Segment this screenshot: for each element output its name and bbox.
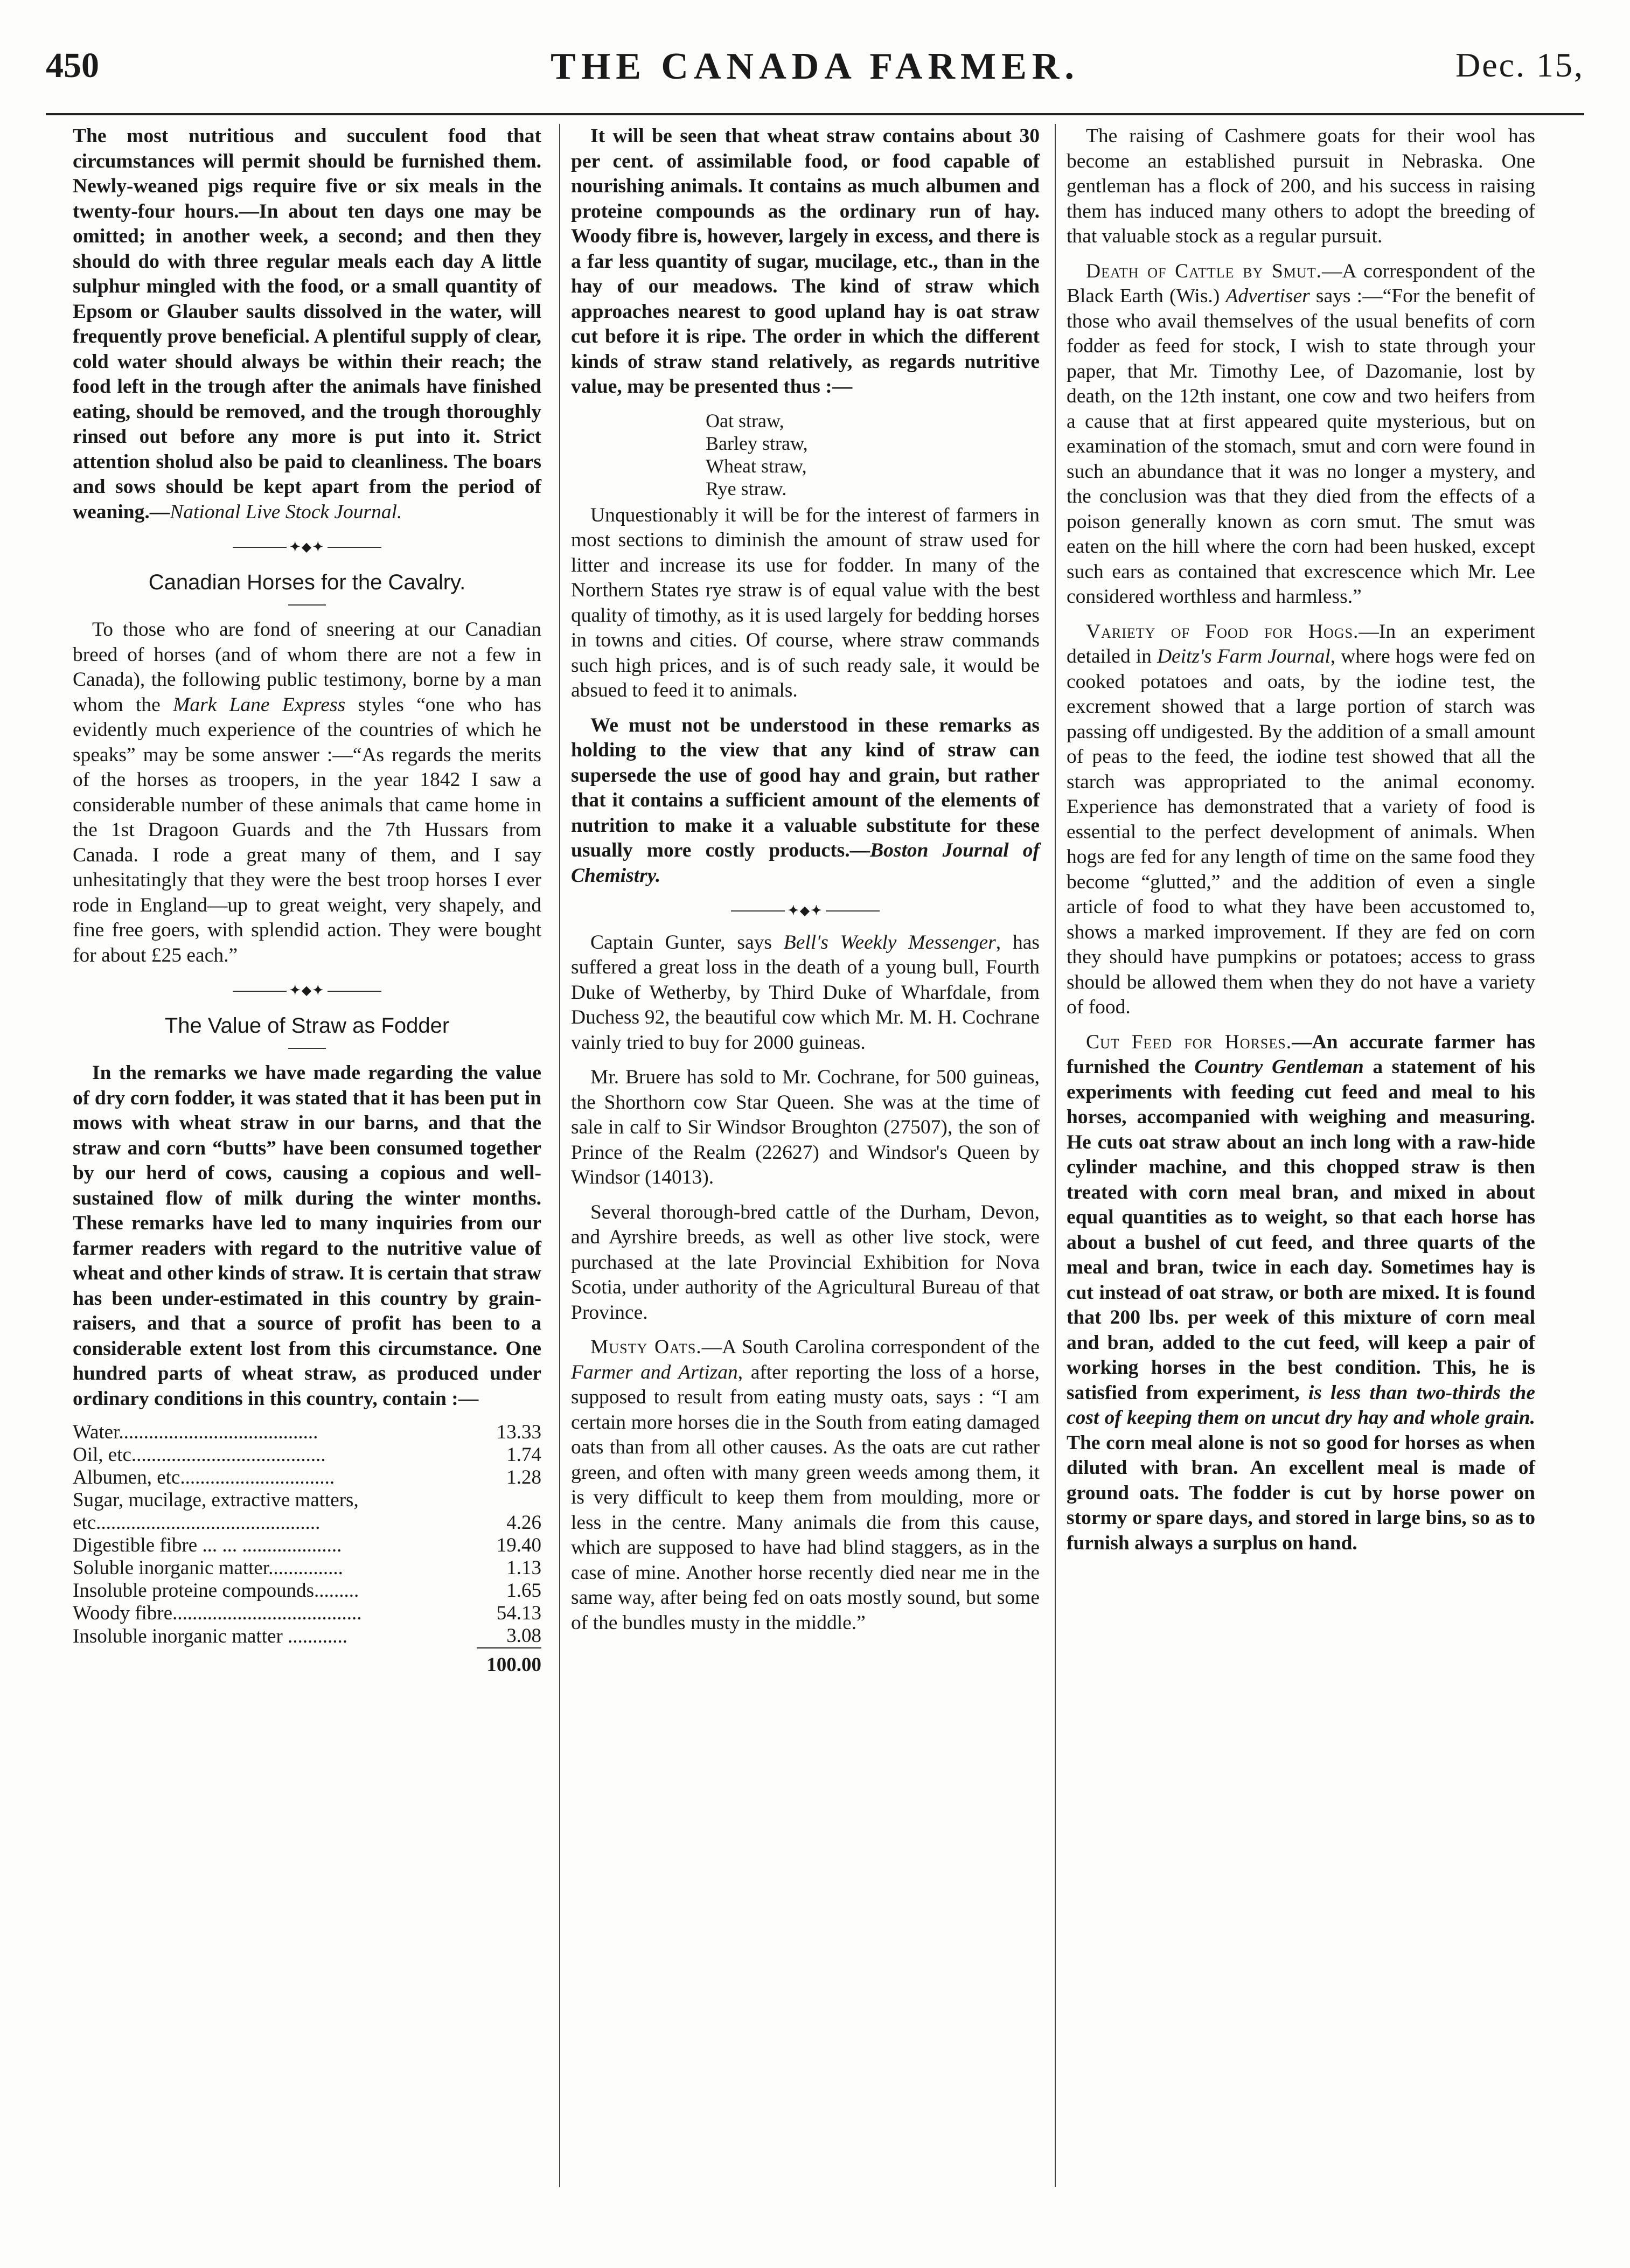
composition-item: Insoluble inorganic matter ............ — [73, 1625, 348, 1648]
hogs-text-1: —In an experiment detailed in — [1067, 620, 1536, 667]
horses-text-1: To those who are fond of sneering at our Canadian breed of horses (and of whom there are not a few in Canada), the following public testimony, borne by a man whom the — [73, 618, 541, 716]
composition-item: Soluble inorganic matter............... — [73, 1557, 343, 1580]
straw-ranking-list — [706, 409, 1040, 500]
composition-row — [73, 1421, 541, 1444]
hogs-title: Variety of Food for Hogs. — [1086, 620, 1359, 643]
composition-value: 1.65 — [506, 1580, 541, 1602]
composition-item: Oil, etc....................................... — [73, 1444, 326, 1466]
composition-row — [73, 1625, 541, 1648]
composition-item: Albumen, etc............................... — [73, 1466, 335, 1489]
cut-feed-text-3: The corn meal alone is not so good for horses as when diluted with bran. An excellent meal is made of ground oats. The fodder is cut by horse power on stormy or spare days, and stored in large bins, so as to furnish always a surplus on hand. — [1067, 1431, 1535, 1554]
heading-rule — [288, 1048, 326, 1049]
composition-row — [73, 1557, 541, 1580]
straw-paragraph: In the remarks we have made regarding the value of dry corn fodder, it was stated that it has been put in mows with wheat straw in our barns, and that the straw and corn “butts” have been consumed together by our herd of cows, causing a copious and well-sustained flow of milk during the winter months. These remarks have led to many inquiries from our farmer readers with regard to the nutritive value of wheat and other kinds of straw. It is certain that straw has been under-estimated in this country by grain-raisers, and that a source of profit has been to a considerable extent lost from this circumstance. One hundred parts of wheat straw, as produced under ordinary conditions in this country, contain :— — [73, 1062, 541, 1410]
column-divider — [1055, 124, 1056, 2187]
straw-list-item: Oat straw, — [706, 409, 784, 432]
page-header — [46, 45, 1584, 110]
composition-row — [73, 1489, 541, 1512]
cut-feed-text-2: a statement of his experiments with feeding cut feed and meal to his horses, accompanied with weighing and measuring. He cuts oat straw about an inch long with a raw-hide cylinder machine, and this chopped straw is then treated with corn meal bran, and mixed in about equal quantities as to weight, so that each horse has about a bushel of cut feed, and three quarts of the meal and bran, twice in each day. Sometimes hay is cut instead of oat straw, or both are mixed. It is found that 200 lbs. per week of this mixture of corn meal and bran, added to the cut feed, will keep a pair of working horses in the best condition. This, he is satisfied from experiment, — [1067, 1056, 1536, 1404]
horses-text-2: styles “one who has evidently much experience of the countries of which he speaks” may be some answer :—“As regards the merits of the horses as troopers, in the year 1842 I saw a considerable number of these animals that came home in the 1st Dragoon Guards and the 7th Hussars from Canada. I rode a great many of them, and I say unhesitatingly that they were the best troop horses I ever rode in England—up to great weight, very shapely, and fine free goers, with splendid action. They were bought for about £25 each.” — [73, 693, 542, 966]
musty-oats-paragraph — [571, 1335, 1040, 1636]
straw-source: Boston Journal of Chemistry. — [571, 839, 1040, 887]
smut-text-2: says :—“For the benefit of those who avail themselves of the usual benefits of corn fodder as feed for stock, I wish to state through your paper, that Mr. Timothy Lee, of Dazomanie, lost by death, on the 12th instant, one cow and two heifers from a cause that at first appeared quite mysterious, but on examination of the stomach, smut and corn were found in such an abundance that it was no longer a mystery, and the conclusion was that they died from the effects of a poison generally known as corn smut. The smut was eaten on the hill where the corn had been husked, except such ears as contained that excrescence which Mr. Lee considered worthless and harmless.” — [1067, 285, 1536, 608]
straw-continued-paragraph: It will be seen that wheat straw contains about 30 per cent. of assimilable food, or food capable of nourishing animals. It contains as much albumen and proteine compounds as the ordinary run of hay. Woody fibre is, however, largely in excess, and there is a far less quantity of sugar, mucilage, etc., than in the hay of our meadows. The kind of straw which approaches nearest to good upland hay is oat straw cut before it is ripe. The order in which the different kinds of straw stand relatively, as regards nutritive value, may be presented thus :— — [571, 125, 1040, 398]
gunter-paragraph — [571, 930, 1040, 1056]
composition-item: Water........................................ — [73, 1421, 318, 1444]
composition-value: 4.26 — [506, 1512, 541, 1534]
cashmere-paragraph: The raising of Cashmere goats for their wool has become an established pursuit in Nebraska. One gentleman has a flock of 200, and his success in raising them has induced many others to adopt the breeding of that valuable stock as a regular pursuit. — [1067, 125, 1535, 247]
musty-oats-title: Musty Oats. — [590, 1336, 702, 1359]
gunter-paper: Bell's Weekly Messenger — [783, 931, 996, 954]
horses-paragraph — [73, 617, 541, 968]
musty-text-2: , after reporting the loss of a horse, supposed to result from eating musty oats, says : “I am certain more horses die in the South from eating damaged oats than from all other causes. As the oats are cut rather green, and often with many green weeds among them, it is very difficult to keep them from moulding, more or less in the centre. Many animals die from this cause, which are supposed to have had blind staggers, as in the case of mine. Another horse recently died near me in the same way, after being fed on oats mostly sound, but some of the bundles musty in the middle.” — [571, 1361, 1040, 1634]
column-right — [1067, 124, 1535, 1566]
issue-date: Dec. 15, — [1455, 46, 1584, 84]
composition-value: 13.33 — [496, 1421, 541, 1444]
composition-row — [73, 1580, 541, 1602]
straw-composition-table — [73, 1421, 541, 1676]
composition-row — [73, 1602, 541, 1625]
straw-substitute-text: We must not be understood in these remarks as holding to the view that any kind of straw can supersede the use of good hay and grain, but rather that it contains a sufficient amount of the elements of nutrition to make it a valuable substitute for these usually more costly products.— — [571, 714, 1040, 861]
composition-total-row — [73, 1648, 541, 1676]
composition-total: 100.00 — [477, 1648, 541, 1676]
composition-item: Woody fibre...................................... — [73, 1602, 362, 1625]
musty-paper: Farmer and Artizan — [571, 1361, 738, 1383]
musty-text-1: —A South Carolina correspondent of the — [701, 1336, 1040, 1359]
horses-heading: Canadian Horses for the Cavalry. — [148, 570, 466, 594]
pig-feeding-text: The most nutritious and succulent food that circumstances will permit should be furnished them. Newly-weaned pigs require five or six meals in the twenty-four hours.—In about ten days one may be omitted; in another week, a second; and then they should do with three regular meals each day A little sulphur mingled with the food, or a small quantity of Epsom or Glauber saults dissolved in the water, will frequently prove beneficial. A plentiful supply of clear, cold water should always be within their reach; the food left in the trough after the animals have finished eating, should be removed, and the trough thoroughly rinsed out before any more is put into it. Strict attention sholud also be paid to cleanliness. The boars and sows should be kept apart from the period of weaning.— — [73, 125, 541, 523]
composition-value — [477, 1489, 541, 1512]
gunter-text-1: Captain Gunter, says — [590, 931, 784, 954]
straw-litter-paragraph: Unquestionably it will be for the interest of farmers in most sections to diminish the amount of straw used for litter and increase its use for fodder. In many of the Northern States rye straw is of equal value with the best quality of timothy, as it is used largely for bedding horses in towns and cities. Of course, where straw commands such high prices, and is of such ready sale, it would be absued to feed it to animals. — [571, 504, 1040, 701]
cut-feed-emphasis: is less than two-thirds the cost of keeping them on uncut dry hay and whole grain. — [1067, 1381, 1535, 1429]
section-ornament: ✦◆✦ — [73, 534, 541, 560]
composition-value: 1.28 — [506, 1466, 541, 1489]
composition-value: 19.40 — [496, 1534, 541, 1557]
hogs-paragraph — [1067, 620, 1535, 1020]
smut-paragraph — [1067, 259, 1535, 610]
composition-item: Insoluble proteine compounds......... — [73, 1580, 359, 1602]
straw-heading: The Value of Straw as Fodder — [164, 1013, 450, 1038]
composition-value: 1.13 — [506, 1557, 541, 1580]
composition-row — [73, 1534, 541, 1557]
bruere-paragraph: Mr. Bruere has sold to Mr. Cochrane, for 500 guineas, the Shorthorn cow Star Queen. She was at the time of sale in calf to Sir Windsor Broughton (27507), the son of Prince of the Realm (22627) and Windsor's Queen by Windsor (14013). — [571, 1066, 1040, 1189]
smut-text-1: —A correspondent of the Black Earth (Wis.) — [1067, 260, 1535, 307]
column-left — [73, 124, 541, 1676]
composition-value: 54.13 — [496, 1602, 541, 1625]
cut-feed-title: Cut Feed for Horses. — [1086, 1031, 1292, 1053]
cut-feed-paragraph — [1067, 1030, 1535, 1556]
smut-paper: Advertiser — [1225, 285, 1310, 307]
hogs-paper: Deitz's Farm Journal — [1157, 645, 1331, 667]
pig-feeding-paragraph — [73, 124, 541, 525]
section-ornament: ✦◆✦ — [73, 978, 541, 1004]
cattle-paragraph: Several thorough-bred cattle of the Durham, Devon, and Ayrshire breeds, as well as other live stock, were purchased at the late Provincial Exhibition for Nova Scotia, under authority of the Agricultural Bureau of that Province. — [571, 1201, 1040, 1324]
smut-title: Death of Cattle by Smut. — [1086, 260, 1322, 282]
heading-rule — [288, 604, 326, 606]
composition-item: etc............................................. — [73, 1512, 321, 1534]
composition-row — [73, 1444, 541, 1466]
composition-item: Sugar, mucilage, extractive matters, — [73, 1489, 359, 1512]
pig-feeding-source: National Live Stock Journal. — [170, 500, 402, 523]
hogs-text-2: , where hogs were fed on cooked potatoes and oats, by the iodine test, the excrement showed that a large portion of starch was passing off undigested. By the addition of a small amount of peas to the feed, the iodine test showed that all the starch was appropriated to the animal economy. Experience has demonstrated that a variety of food is essential to the perfect development of animals. When hogs are fed for any length of time on the same food they become “glutted,” and the addition of even a single article of food to what they have been accustomed to, shows a marked improvement. If they are fed on corn they should have pumpkins or potatoes; access to grass should be allowed them when they do not have a variety of food. — [1067, 645, 1535, 1018]
gunter-text-2: , has suffered a great loss in the death of a young bull, Fourth Duke of Wetherby, by Third Duke of Wharfdale, from Duchess 92, the beautiful cow which Mr. M. H. Cochrane vainly tried to buy for 2000 guineas. — [571, 931, 1040, 1054]
composition-item: Digestible fibre ... ... .................... — [73, 1534, 342, 1557]
cut-feed-text-1: —An accurate farmer has furnished the — [1067, 1031, 1535, 1078]
header-rule — [46, 113, 1584, 115]
column-middle — [571, 124, 1040, 1645]
page-number: 450 — [46, 46, 99, 85]
straw-list-item: Wheat straw, — [706, 455, 807, 477]
horses-source-ref: Mark Lane Express — [173, 693, 346, 716]
straw-substitute-paragraph — [571, 713, 1040, 889]
column-divider — [559, 124, 560, 2187]
section-ornament: ✦◆✦ — [571, 898, 1040, 924]
cut-feed-paper: Country Gentleman — [1194, 1056, 1364, 1078]
composition-value: 1.74 — [506, 1444, 541, 1466]
straw-list-item: Rye straw. — [706, 477, 787, 499]
journal-title: THE CANADA FARMER. — [551, 46, 1079, 87]
composition-row — [73, 1466, 541, 1489]
composition-value: 3.08 — [506, 1625, 541, 1647]
straw-list-item: Barley straw, — [706, 432, 808, 454]
composition-row — [73, 1512, 541, 1534]
